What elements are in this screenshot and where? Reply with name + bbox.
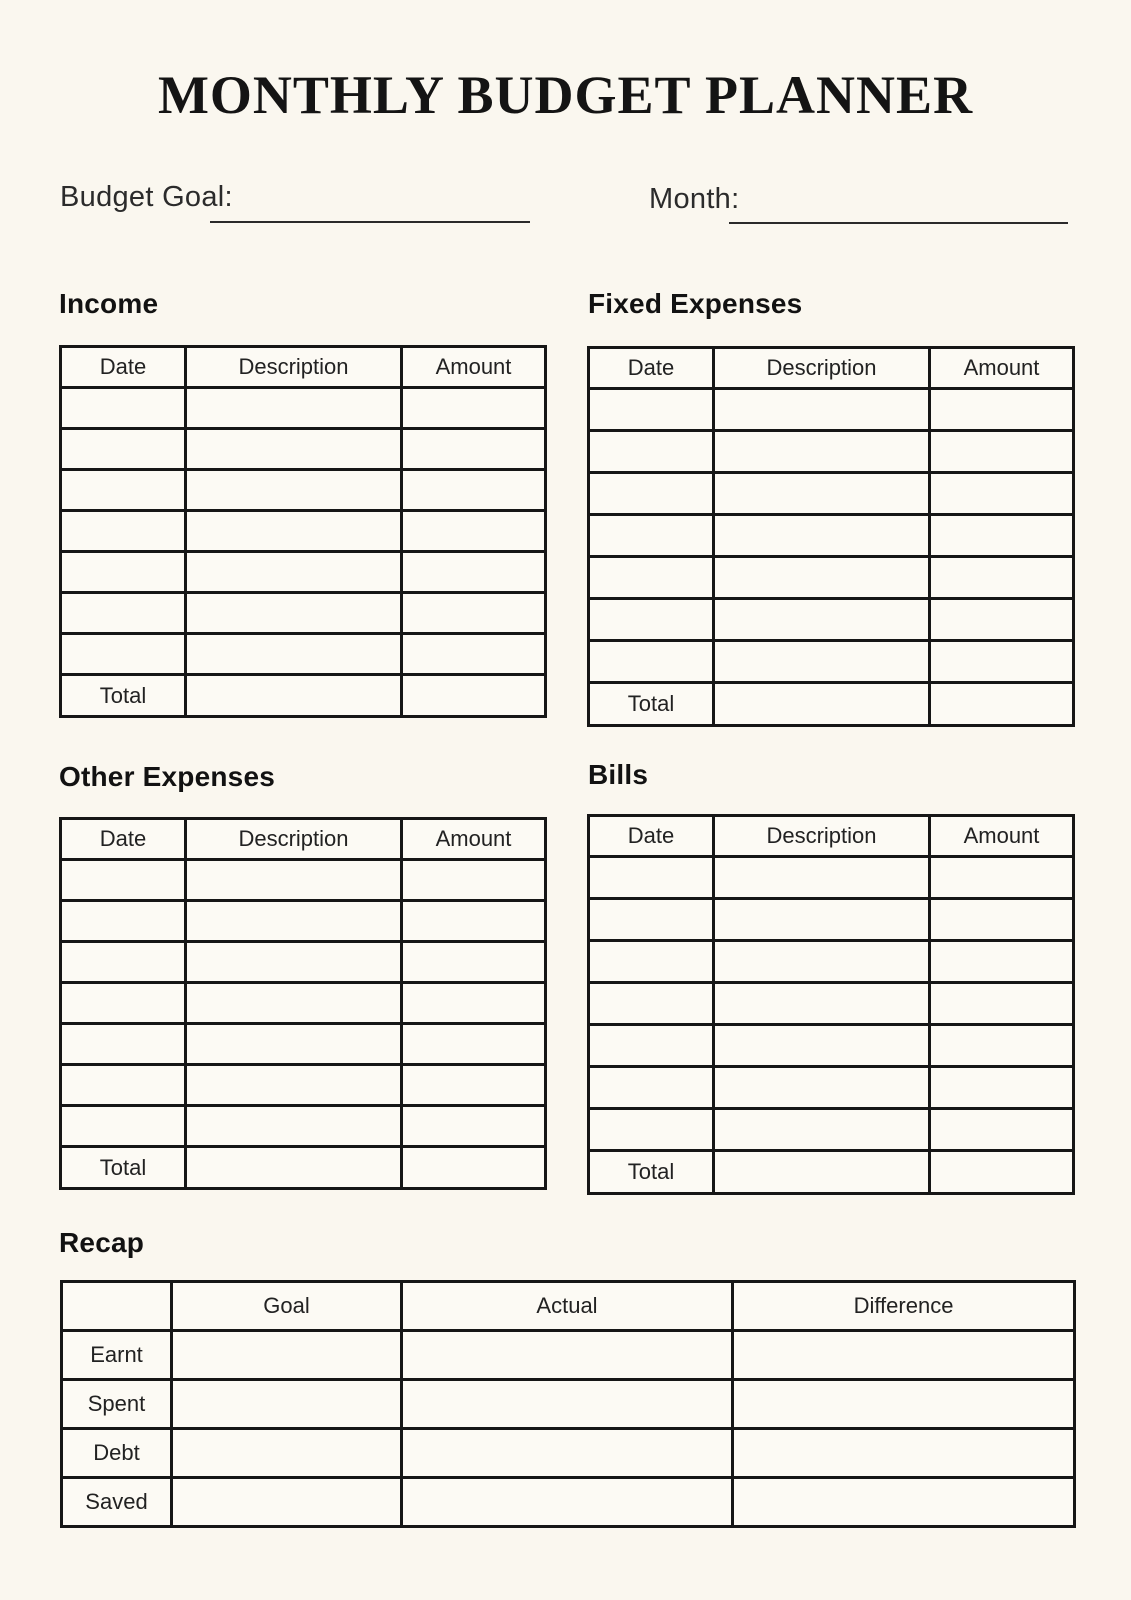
empty-cell[interactable] bbox=[714, 389, 930, 431]
recap-table bbox=[60, 1280, 1076, 1528]
bills-entry-row bbox=[589, 941, 1074, 983]
other-expenses-col-date: Date bbox=[61, 819, 186, 860]
empty-cell[interactable] bbox=[589, 941, 714, 983]
empty-cell[interactable] bbox=[61, 470, 186, 511]
income-header-row bbox=[61, 347, 546, 388]
empty-cell[interactable] bbox=[930, 1067, 1074, 1109]
empty-cell[interactable] bbox=[930, 557, 1074, 599]
empty-cell[interactable] bbox=[930, 641, 1074, 683]
income-total-label: Total bbox=[61, 675, 186, 717]
empty-cell[interactable] bbox=[714, 1025, 930, 1067]
empty-cell[interactable] bbox=[589, 857, 714, 899]
month-label: Month: bbox=[649, 183, 740, 215]
recap-heading: Recap bbox=[59, 1227, 145, 1258]
empty-cell[interactable] bbox=[930, 473, 1074, 515]
income-col-date: Date bbox=[61, 347, 186, 388]
income-entry-row bbox=[61, 552, 546, 593]
empty-cell[interactable] bbox=[589, 1109, 714, 1151]
bills-total-amount-cell[interactable] bbox=[930, 1151, 1074, 1194]
other-expenses-heading: Other Expenses bbox=[59, 761, 275, 792]
empty-cell[interactable] bbox=[186, 942, 402, 983]
bills-col-description: Description bbox=[714, 816, 930, 857]
empty-cell[interactable] bbox=[589, 1067, 714, 1109]
fixed-expenses-table bbox=[587, 346, 1075, 727]
empty-cell[interactable] bbox=[402, 860, 546, 901]
fixed-expenses-heading: Fixed Expenses bbox=[588, 288, 803, 319]
income-total-row bbox=[61, 675, 546, 717]
bills-entry-row bbox=[589, 983, 1074, 1025]
empty-cell[interactable] bbox=[61, 983, 186, 1024]
recap-spent-goal-cell[interactable] bbox=[172, 1380, 402, 1429]
income-entry-row bbox=[61, 429, 546, 470]
empty-cell[interactable] bbox=[930, 431, 1074, 473]
empty-cell[interactable] bbox=[186, 634, 402, 675]
other-expenses-total-label: Total bbox=[61, 1147, 186, 1189]
recap-debt-difference-cell[interactable] bbox=[733, 1429, 1075, 1478]
empty-cell[interactable] bbox=[186, 470, 402, 511]
other-expenses-header-row bbox=[61, 819, 546, 860]
empty-cell[interactable] bbox=[589, 983, 714, 1025]
empty-cell[interactable] bbox=[61, 1106, 186, 1147]
empty-cell[interactable] bbox=[61, 901, 186, 942]
income-entry-row bbox=[61, 593, 546, 634]
recap-row-spent bbox=[62, 1380, 1075, 1429]
other-expenses-entry-row bbox=[61, 983, 546, 1024]
recap-spent-actual-cell[interactable] bbox=[402, 1380, 733, 1429]
recap-saved-actual-cell[interactable] bbox=[402, 1478, 733, 1527]
empty-cell[interactable] bbox=[186, 429, 402, 470]
empty-cell[interactable] bbox=[589, 473, 714, 515]
fixed-expenses-total-label: Total bbox=[589, 683, 714, 726]
recap-earnt-difference-cell[interactable] bbox=[733, 1331, 1075, 1380]
empty-cell[interactable] bbox=[186, 983, 402, 1024]
empty-cell[interactable] bbox=[186, 1106, 402, 1147]
empty-cell[interactable] bbox=[402, 593, 546, 634]
empty-cell[interactable] bbox=[714, 941, 930, 983]
empty-cell[interactable] bbox=[402, 1024, 546, 1065]
income-col-description: Description bbox=[186, 347, 402, 388]
fixed-expenses-entry-row bbox=[589, 431, 1074, 473]
other-expenses-table bbox=[59, 817, 547, 1190]
empty-cell[interactable] bbox=[186, 1024, 402, 1065]
empty-cell[interactable] bbox=[186, 552, 402, 593]
fixed-expenses-entry-row bbox=[589, 599, 1074, 641]
empty-cell[interactable] bbox=[589, 557, 714, 599]
fixed-expenses-total-description-cell[interactable] bbox=[714, 683, 930, 726]
empty-cell[interactable] bbox=[186, 901, 402, 942]
bills-entry-row bbox=[589, 899, 1074, 941]
bills-entry-row bbox=[589, 1025, 1074, 1067]
empty-cell[interactable] bbox=[930, 599, 1074, 641]
fixed-expenses-entry-row bbox=[589, 557, 1074, 599]
other-expenses-entry-row bbox=[61, 1106, 546, 1147]
empty-cell[interactable] bbox=[714, 641, 930, 683]
empty-cell[interactable] bbox=[714, 599, 930, 641]
other-expenses-entry-row bbox=[61, 1065, 546, 1106]
empty-cell[interactable] bbox=[186, 1065, 402, 1106]
fixed-expenses-total-amount-cell[interactable] bbox=[930, 683, 1074, 726]
empty-cell[interactable] bbox=[714, 1109, 930, 1151]
bills-heading: Bills bbox=[588, 759, 649, 790]
income-table bbox=[59, 345, 547, 718]
recap-row-saved-label: Saved bbox=[62, 1478, 172, 1527]
other-expenses-total-amount-cell[interactable] bbox=[402, 1147, 546, 1189]
empty-cell[interactable] bbox=[930, 857, 1074, 899]
bills-col-date: Date bbox=[589, 816, 714, 857]
income-total-description-cell[interactable] bbox=[186, 675, 402, 717]
income-entry-row bbox=[61, 388, 546, 429]
empty-cell[interactable] bbox=[61, 593, 186, 634]
empty-cell[interactable] bbox=[930, 1025, 1074, 1067]
income-entry-row bbox=[61, 634, 546, 675]
recap-debt-actual-cell[interactable] bbox=[402, 1429, 733, 1478]
income-total-amount-cell[interactable] bbox=[402, 675, 546, 717]
recap-header-row bbox=[62, 1282, 1075, 1331]
empty-cell[interactable] bbox=[589, 389, 714, 431]
budget-goal-input-line[interactable] bbox=[210, 221, 530, 223]
recap-col-actual: Actual bbox=[402, 1282, 733, 1331]
empty-cell[interactable] bbox=[930, 941, 1074, 983]
recap-row-debt bbox=[62, 1429, 1075, 1478]
empty-cell[interactable] bbox=[930, 515, 1074, 557]
recap-row-debt-label: Debt bbox=[62, 1429, 172, 1478]
bills-entry-row bbox=[589, 857, 1074, 899]
empty-cell[interactable] bbox=[714, 983, 930, 1025]
bills-entry-row bbox=[589, 1109, 1074, 1151]
bills-total-row bbox=[589, 1151, 1074, 1194]
empty-cell[interactable] bbox=[714, 1067, 930, 1109]
empty-cell[interactable] bbox=[589, 1025, 714, 1067]
empty-cell[interactable] bbox=[402, 470, 546, 511]
empty-cell[interactable] bbox=[402, 634, 546, 675]
recap-row-spent-label: Spent bbox=[62, 1380, 172, 1429]
fixed-expenses-entry-row bbox=[589, 473, 1074, 515]
income-col-amount: Amount bbox=[402, 347, 546, 388]
month-input-line[interactable] bbox=[729, 222, 1068, 224]
other-expenses-total-description-cell[interactable] bbox=[186, 1147, 402, 1189]
income-entry-row bbox=[61, 511, 546, 552]
empty-cell[interactable] bbox=[61, 942, 186, 983]
other-expenses-col-description: Description bbox=[186, 819, 402, 860]
empty-cell[interactable] bbox=[61, 511, 186, 552]
empty-cell[interactable] bbox=[402, 1106, 546, 1147]
empty-cell[interactable] bbox=[930, 983, 1074, 1025]
recap-saved-goal-cell[interactable] bbox=[172, 1478, 402, 1527]
other-expenses-entry-row bbox=[61, 1024, 546, 1065]
empty-cell[interactable] bbox=[714, 431, 930, 473]
empty-cell[interactable] bbox=[402, 552, 546, 593]
empty-cell[interactable] bbox=[402, 983, 546, 1024]
empty-cell[interactable] bbox=[714, 899, 930, 941]
income-entry-row bbox=[61, 470, 546, 511]
empty-cell[interactable] bbox=[186, 860, 402, 901]
fixed-expenses-col-amount: Amount bbox=[930, 348, 1074, 389]
other-expenses-entry-row bbox=[61, 942, 546, 983]
empty-cell[interactable] bbox=[714, 515, 930, 557]
recap-col-goal: Goal bbox=[172, 1282, 402, 1331]
empty-cell[interactable] bbox=[930, 1109, 1074, 1151]
fixed-expenses-header-row bbox=[589, 348, 1074, 389]
fixed-expenses-total-row bbox=[589, 683, 1074, 726]
empty-cell[interactable] bbox=[61, 634, 186, 675]
page-title: MONTHLY BUDGET PLANNER bbox=[157, 65, 974, 125]
empty-cell[interactable] bbox=[714, 857, 930, 899]
empty-cell[interactable] bbox=[186, 511, 402, 552]
empty-cell[interactable] bbox=[61, 388, 186, 429]
recap-earnt-actual-cell[interactable] bbox=[402, 1331, 733, 1380]
recap-row-earnt bbox=[62, 1331, 1075, 1380]
bills-header-row bbox=[589, 816, 1074, 857]
empty-cell[interactable] bbox=[61, 552, 186, 593]
empty-cell[interactable] bbox=[402, 1065, 546, 1106]
empty-cell[interactable] bbox=[589, 599, 714, 641]
empty-cell[interactable] bbox=[402, 511, 546, 552]
empty-cell[interactable] bbox=[930, 389, 1074, 431]
empty-cell[interactable] bbox=[402, 388, 546, 429]
empty-cell[interactable] bbox=[930, 899, 1074, 941]
empty-cell[interactable] bbox=[589, 641, 714, 683]
empty-cell[interactable] bbox=[61, 1065, 186, 1106]
recap-col-difference: Difference bbox=[733, 1282, 1075, 1331]
fixed-expenses-col-date: Date bbox=[589, 348, 714, 389]
fixed-expenses-entry-row bbox=[589, 515, 1074, 557]
recap-row-saved bbox=[62, 1478, 1075, 1527]
bills-entry-row bbox=[589, 1067, 1074, 1109]
other-expenses-total-row bbox=[61, 1147, 546, 1189]
empty-cell[interactable] bbox=[402, 901, 546, 942]
fixed-expenses-col-description: Description bbox=[714, 348, 930, 389]
empty-cell[interactable] bbox=[402, 429, 546, 470]
empty-cell[interactable] bbox=[61, 429, 186, 470]
empty-cell[interactable] bbox=[186, 593, 402, 634]
empty-cell[interactable] bbox=[186, 388, 402, 429]
recap-saved-difference-cell[interactable] bbox=[733, 1478, 1075, 1527]
empty-cell[interactable] bbox=[589, 899, 714, 941]
bills-total-label: Total bbox=[589, 1151, 714, 1194]
empty-cell[interactable] bbox=[61, 1024, 186, 1065]
bills-col-amount: Amount bbox=[930, 816, 1074, 857]
other-expenses-col-amount: Amount bbox=[402, 819, 546, 860]
empty-cell[interactable] bbox=[714, 557, 930, 599]
income-heading: Income bbox=[59, 288, 159, 319]
recap-spent-difference-cell[interactable] bbox=[733, 1380, 1075, 1429]
empty-cell[interactable] bbox=[402, 942, 546, 983]
recap-debt-goal-cell[interactable] bbox=[172, 1429, 402, 1478]
budget-goal-label: Budget Goal: bbox=[60, 181, 233, 213]
other-expenses-entry-row bbox=[61, 860, 546, 901]
recap-earnt-goal-cell[interactable] bbox=[172, 1331, 402, 1380]
fixed-expenses-entry-row bbox=[589, 641, 1074, 683]
empty-cell[interactable] bbox=[714, 473, 930, 515]
bills-table bbox=[587, 814, 1075, 1195]
bills-total-description-cell[interactable] bbox=[714, 1151, 930, 1194]
empty-cell[interactable] bbox=[589, 431, 714, 473]
empty-cell[interactable] bbox=[589, 515, 714, 557]
empty-cell[interactable] bbox=[61, 860, 186, 901]
recap-col-empty bbox=[62, 1282, 172, 1331]
other-expenses-entry-row bbox=[61, 901, 546, 942]
fixed-expenses-entry-row bbox=[589, 389, 1074, 431]
recap-row-earnt-label: Earnt bbox=[62, 1331, 172, 1380]
